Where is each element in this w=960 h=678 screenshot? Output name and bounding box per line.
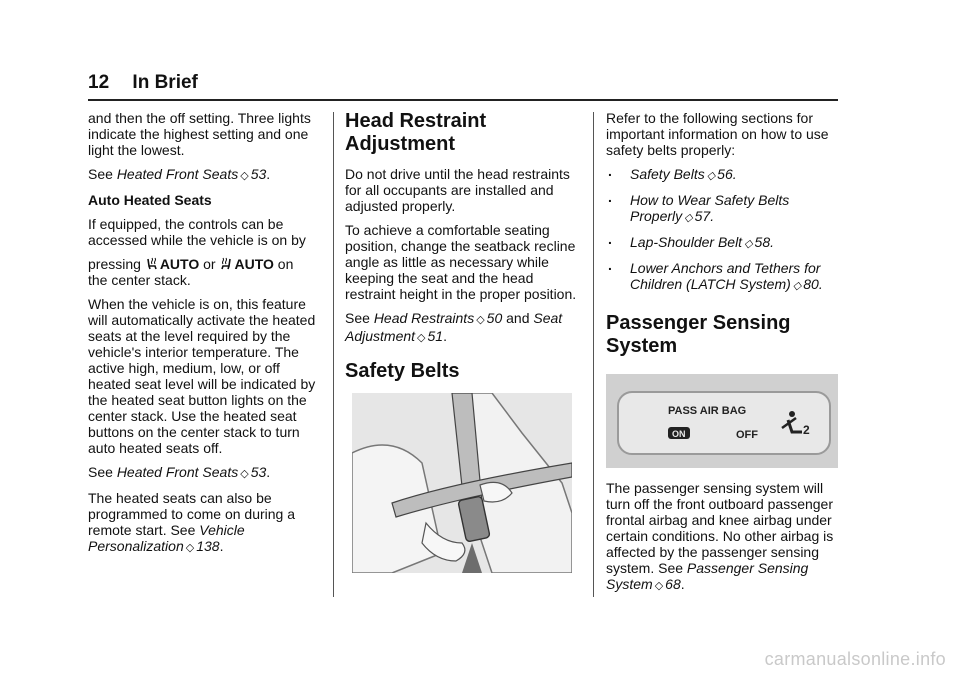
see-text: See [88, 166, 113, 182]
page-ref-icon: ◇ [476, 314, 485, 326]
page-ref-icon: ◇ [706, 170, 716, 182]
heated-seat-icon [219, 257, 233, 271]
section-heading: Passenger Sensing System [606, 312, 791, 357]
text: The passenger sensing system will turn off the front outboard passenger frontal airbag and knee airbag under certain conditions. No other airbag is affected by the passenger sensing system. See [606, 480, 834, 576]
xref-link[interactable]: Heated Front Seats [116, 464, 239, 480]
text: or [203, 256, 216, 272]
list-item[interactable]: . Safety Belts ◇ 56. [606, 166, 842, 184]
list-item[interactable]: . How to Wear Safety Belts Properly ◇ 57. [606, 192, 842, 226]
column-divider-2 [593, 112, 594, 597]
xref-page[interactable]: 53 [250, 166, 267, 182]
paragraph: When the vehicle is on, this feature will automatically activate the heated seats at the level required by the vehicle's interior temperature. The active high, medium, low, or off heated seat level will be indicated by the heated seat button lights on the center stack. Use the heated seat buttons on the center stack to turn auto heated seats off. [88, 296, 316, 456]
page-title: In Brief [132, 72, 198, 93]
watermark: carmanualsonline.info [764, 649, 946, 669]
page-ref-icon: ◇ [240, 468, 249, 480]
xref-page[interactable]: 56 [717, 166, 733, 182]
paragraph: Refer to the following sections for important information on how to use safety belts properly: [606, 110, 829, 158]
xref-page[interactable]: 138 [196, 538, 220, 554]
header-rule [88, 99, 838, 101]
xref-page[interactable]: 68 [665, 576, 681, 592]
paragraph: The heated seats can also be programmed to come on during a remote start. See Vehicle Personalization ◇ 138. [88, 490, 295, 554]
heated-seat-icon [145, 257, 159, 271]
auto-passenger-label: AUTO [234, 256, 274, 272]
xref-page[interactable]: 50 [486, 310, 503, 326]
page-ref-icon: ◇ [744, 238, 753, 250]
xref-page[interactable]: 58 [754, 234, 771, 250]
xref-page[interactable]: 51 [427, 328, 444, 344]
xref-link[interactable]: Lap-Shoulder Belt [630, 234, 743, 250]
column-1 [88, 110, 324, 564]
subheading: Auto Heated Seats [88, 192, 212, 208]
list-item[interactable]: . Lap-Shoulder Belt ◇ 58. [606, 234, 842, 252]
xref-link[interactable]: Heated Front Seats [116, 166, 239, 182]
section-heading: Head Restraint Adjustment [345, 110, 487, 155]
page-number: 12 [88, 72, 110, 93]
text: the center stack. [88, 272, 191, 288]
xref-link[interactable]: Head Restraints [373, 310, 475, 326]
section-heading: Safety Belts [345, 360, 460, 382]
paragraph: The passenger sensing system will turn off the front outboard passenger frontal airbag and knee airbag under certain conditions. No other airbag is affected by the passenger sensing system. See Passenger Sensing System ◇ 68. [606, 480, 834, 592]
text: on [277, 256, 294, 272]
xref-page[interactable]: 57 [694, 208, 711, 224]
page-ref-icon: ◇ [654, 580, 664, 592]
paragraph: Do not drive until the head restraints for all occupants are installed and adjusted properly. [345, 166, 570, 214]
see-text: See [88, 464, 113, 480]
text: and [506, 310, 530, 326]
indicator-off: OFF [736, 429, 758, 441]
column-2 [345, 110, 581, 585]
page-ref-icon: ◇ [185, 542, 195, 554]
text: The heated seats can also be programmed to come on during a remote start. See [88, 490, 295, 538]
cross-reference: See Heated Front Seats ◇ 53. [88, 166, 271, 182]
page-ref-icon: ◇ [684, 212, 693, 224]
paragraph [88, 256, 324, 288]
paragraph: To achieve a comfortable seating position, change the seatback recline angle as little as necessary while keeping the seat and the head restraint height in the proper position. [345, 222, 577, 302]
indicator-on: ON [672, 429, 686, 439]
list-item[interactable]: . Lower Anchors and Tethers for Children (LATCH System) ◇ 80. [606, 260, 842, 294]
page-ref-icon: ◇ [792, 280, 802, 292]
paragraph: If equipped, the controls can be accessed while the vehicle is on by [88, 216, 306, 248]
page-ref-icon: ◇ [417, 332, 426, 344]
passenger-airbag-indicator [606, 374, 838, 468]
xref-page[interactable]: 80 [803, 276, 819, 292]
cross-reference: See Head Restraints ◇ 50 and Seat Adjustment ◇ 51. [345, 310, 563, 344]
see-text: See [345, 310, 370, 326]
xref-link[interactable]: How to Wear Safety Belts Properly [630, 192, 790, 224]
text: pressing [88, 256, 141, 272]
xref-page[interactable]: 53 [250, 464, 267, 480]
reference-list [606, 166, 842, 294]
xref-link[interactable]: Vehicle Personalization [88, 522, 245, 554]
xref-link[interactable]: Safety Belts [630, 166, 705, 182]
paragraph: and then the off setting. Three lights indicate the highest setting and one light the lowest. [88, 110, 311, 158]
safety-belt-illustration [352, 393, 572, 573]
page-header [88, 72, 198, 94]
cross-reference: See Heated Front Seats ◇ 53. [88, 464, 271, 480]
indicator-label: PASS AIR BAG [668, 405, 747, 417]
xref-link[interactable]: Seat Adjustment [345, 310, 563, 344]
xref-link[interactable]: Lower Anchors and Tethers for Children (LATCH System) [630, 260, 821, 292]
indicator-seat-number: 2 [803, 423, 810, 437]
column-divider-1 [333, 112, 334, 597]
xref-link[interactable]: Passenger Sensing System [606, 560, 809, 592]
auto-driver-label: AUTO [159, 256, 200, 272]
page-ref-icon: ◇ [240, 170, 249, 182]
column-3 [606, 110, 842, 602]
